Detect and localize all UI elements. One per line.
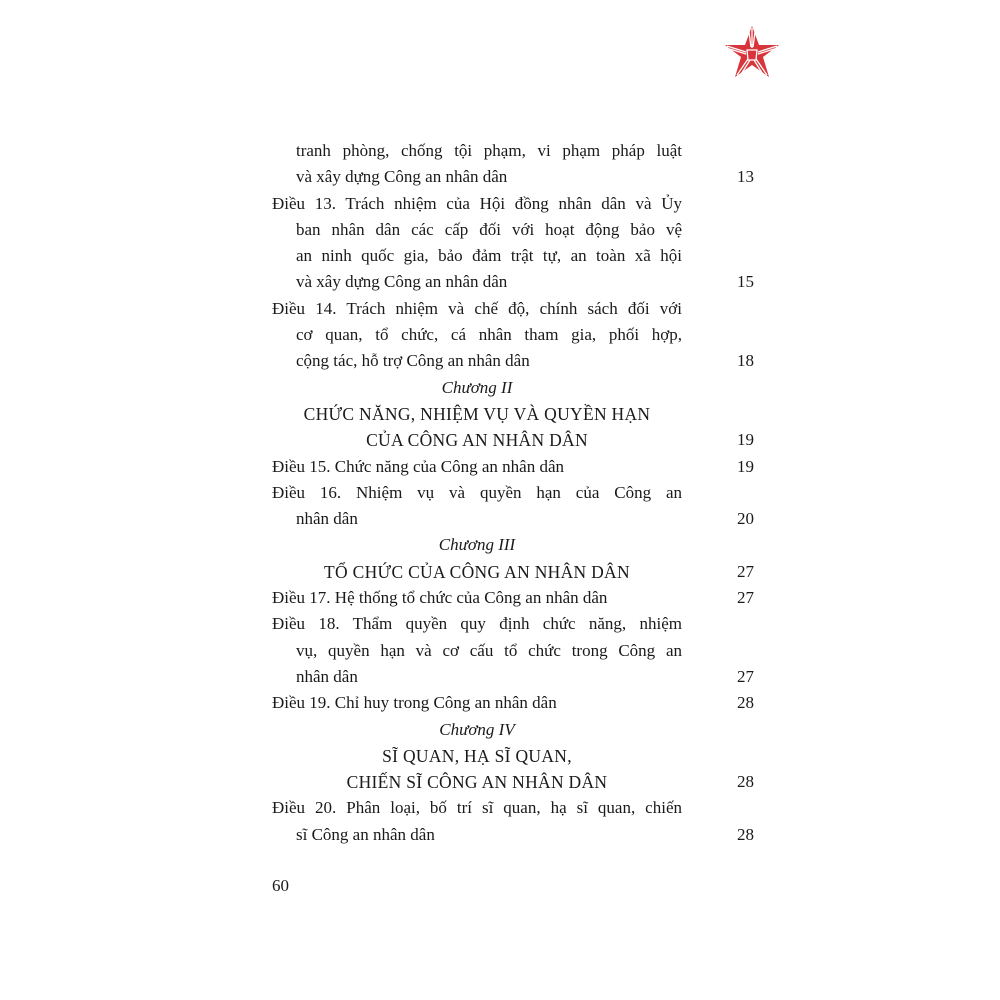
toc-entry-text: Điều 17. Hệ thống tổ chức của Công an nhân dân <box>272 588 608 608</box>
toc-line <box>272 717 762 743</box>
toc-entry-text: cộng tác, hỗ trợ Công an nhân dân <box>296 351 530 371</box>
toc-line <box>272 532 762 558</box>
toc-line <box>272 769 762 795</box>
toc-line <box>272 822 762 848</box>
toc-line <box>272 138 762 164</box>
toc-line <box>272 375 762 401</box>
toc-page-number: 27 <box>737 561 754 581</box>
toc-line <box>272 217 762 243</box>
chapter-label: Chương III <box>438 535 516 555</box>
toc-line <box>272 296 762 322</box>
toc-page-number: 28 <box>737 772 754 792</box>
chapter-title: SĨ QUAN, HẠ SĨ QUAN, <box>382 745 572 766</box>
toc-line <box>272 243 762 269</box>
toc-line <box>272 585 762 611</box>
toc-entry-text: vụ, quyền hạn và cơ cấu tổ chức trong Công an <box>296 640 682 660</box>
toc-line <box>272 401 762 427</box>
toc-line <box>272 743 762 769</box>
toc-page-number: 13 <box>737 167 754 187</box>
toc-line <box>272 611 762 637</box>
chapter-title: TỔ CHỨC CỦA CÔNG AN NHÂN DÂN <box>324 561 630 582</box>
toc-line <box>272 480 762 506</box>
toc-line <box>272 348 762 374</box>
toc-entry-text: cơ quan, tổ chức, cá nhân tham gia, phối hợp, <box>296 325 682 345</box>
toc-entry-text: ban nhân dân các cấp đối với hoạt động bảo vệ <box>296 219 682 239</box>
toc-page-number: 19 <box>737 430 754 450</box>
toc-entry-text: nhân dân <box>296 666 358 686</box>
toc-page-number: 15 <box>737 272 754 292</box>
toc-line <box>272 664 762 690</box>
toc-entry-text: Điều 16. Nhiệm vụ và quyền hạn của Công an <box>272 482 682 502</box>
toc-line <box>272 638 762 664</box>
toc-entry-text: Điều 15. Chức năng của Công an nhân dân <box>272 456 565 476</box>
toc-line <box>272 164 762 190</box>
toc-line <box>272 269 762 295</box>
toc-entry-text: tranh phòng, chống tội phạm, vi phạm pháp luật <box>296 141 682 160</box>
toc-entry-text: an ninh quốc gia, bảo đảm trật tự, an toàn xã hội <box>296 246 682 266</box>
chapter-title: CHỨC NĂNG, NHIỆM VỤ VÀ QUYỀN HẠN <box>303 403 651 424</box>
toc-page-number: 28 <box>737 824 754 844</box>
chapter-title: CỦA CÔNG AN NHÂN DÂN <box>366 430 588 451</box>
toc-entry-text: Điều 14. Trách nhiệm và chế độ, chính sách đối với <box>272 298 682 318</box>
toc-page-number: 27 <box>737 588 754 608</box>
page-number: 60 <box>272 876 289 895</box>
toc-page-number: 20 <box>737 509 754 529</box>
toc-entry-text: và xây dựng Công an nhân dân <box>296 167 508 187</box>
toc-entry-text: Điều 19. Chỉ huy trong Công an nhân dân <box>272 693 557 713</box>
toc-line <box>272 795 762 821</box>
toc-entry-text: và xây dựng Công an nhân dân <box>296 272 508 292</box>
toc-page-number: 18 <box>737 351 754 371</box>
toc-entry-text: Điều 18. Thẩm quyền quy định chức năng, nhiệm <box>272 614 682 634</box>
table-of-contents <box>272 138 762 848</box>
toc-line <box>272 454 762 480</box>
toc-line <box>272 322 762 348</box>
toc-line <box>272 690 762 716</box>
toc-line <box>272 506 762 532</box>
toc-page-number: 19 <box>737 456 754 476</box>
toc-page-number: 28 <box>737 693 754 713</box>
chapter-title: CHIẾN SĨ CÔNG AN NHÂN DÂN <box>346 772 608 793</box>
toc-line <box>272 559 762 585</box>
toc-entry-text: nhân dân <box>296 509 358 529</box>
toc-page-number: 27 <box>737 666 754 686</box>
toc-entry-text: Điều 20. Phân loại, bố trí sĩ quan, hạ sĩ quan, chiến <box>272 798 682 818</box>
toc-line <box>272 427 762 453</box>
chapter-label: Chương II <box>441 377 513 397</box>
toc-entry-text: sĩ Công an nhân dân <box>296 824 435 844</box>
chapter-label: Chương IV <box>439 719 515 739</box>
toc-line <box>272 191 762 217</box>
toc-entry-text: Điều 13. Trách nhiệm của Hội đồng nhân dân và Ủy <box>272 193 682 213</box>
publisher-star-logo-icon <box>722 24 782 84</box>
